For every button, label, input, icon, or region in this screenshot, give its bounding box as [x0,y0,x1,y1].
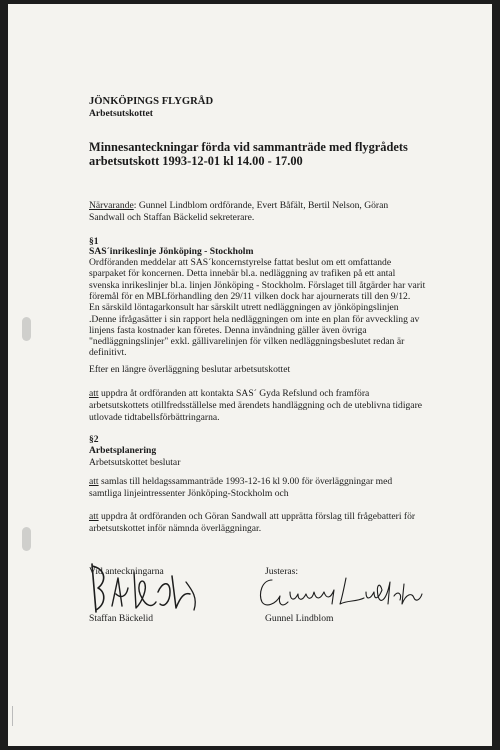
section2-intro: Arbetsutskottet beslutar [89,457,181,468]
section1-body-line: definitivt. [89,347,127,359]
section2-decision2-line2: arbetsutskottet inför nämnda överläggningar. [89,523,262,534]
punch-hole [22,527,31,551]
section2-decision1-line1 [89,476,392,487]
section2-number: §2 [89,434,99,445]
section2-decision2-line1 [89,511,415,522]
section1-decision-line3: utlovade tidtabellsförbättringarna. [89,412,220,423]
decision-text: uppdra åt ordföranden och Göran Sandwall att upprätta förslag till frågebatteri för [98,511,416,522]
decision-att: att [89,388,99,399]
section1-body-line: "nedläggningslinjer" exkl. gällivarelinjen för vilken nedläggningsbeslutet redan är [89,336,405,348]
section1-decision-line1 [89,388,369,399]
right-handwritten-signature [256,574,426,614]
section1-number: §1 [89,236,99,247]
right-signature-name: Gunnel Lindblom [265,613,334,624]
decision-att: att [89,511,99,522]
section1-body-line: Ordföranden meddelar att SAS´koncernstyrelse fattat beslut om ett omfattande [89,257,392,268]
left-signature-label: Vid anteckningarna [89,566,164,577]
section2-decision1-line2: samtliga linjeintressenter Jönköping-Stockholm och [89,488,289,499]
section1-body-line: .Denne ifrågasätter i sin rapport hela nedläggningen om inte en plan för avveckling av [89,313,420,325]
attendance-line1 [89,200,388,211]
section2-heading: Arbetsplanering [89,445,157,456]
section1-heading: SAS´inrikeslinje Jönköping - Stockholm [89,246,254,257]
section1-body-line: En särskild löntagarkonsult har särskilt utrett nedläggningen av jönköpingslinjen [89,302,399,314]
attendance-text: : Gunnel Lindblom ordförande, Evert Båfält, Bertil Nelson, Göran [133,200,389,211]
section1-body-line: svenska inrikeslinjer bl.a. linjen Jönköping - Stockholm. Förslaget till åtgärder har varit [89,279,426,291]
attendance-line2: Sandwall och Staffan Bäckelid sekreterare. [89,212,255,223]
punch-hole [22,317,31,341]
left-handwritten-signature [86,558,206,620]
left-signature-name: Staffan Bäckelid [89,613,154,624]
decision-text: samlas till heldagssammanträde 1993-12-16 kl 9.00 för överläggningar med [98,476,393,487]
decision-text: uppdra åt ordföranden att kontakta SAS´ Gyda Refslund och framföra [98,388,370,399]
section1-decision-line2: arbetsutskottets otillfredsställelse med ärendets handläggning och de uteblivna tidigare [89,400,423,411]
section1-after: Efter en längre överläggning beslutar arbetsutskottet [89,364,291,375]
attendance-label: Närvarande [89,200,134,211]
scan-edge-mark [12,706,13,726]
committee-name: Arbetsutskottet [89,108,153,119]
document-title-line1: Minnesanteckningar förda vid sammanträde med flygrådets [89,140,408,154]
document-title-line2: arbetsutskott 1993-12-01 kl 14.00 - 17.00 [89,154,303,168]
right-signature-label: Justeras: [265,566,299,577]
section1-body-line: föremål för en MBLförhandling den 29/11 vilken dock har ajournerats till den 9/12. [89,290,411,302]
section1-body-line: sparpaket för koncernen. Detta innebär bl.a. nedläggning av trafiken på ett antal [89,268,396,280]
decision-att: att [89,476,99,487]
section1-body-line: linjens fasta kostnader kan företes. Denna invändning gäller även övriga [89,324,367,336]
org-name: JÖNKÖPINGS FLYGRÅD [89,96,214,107]
